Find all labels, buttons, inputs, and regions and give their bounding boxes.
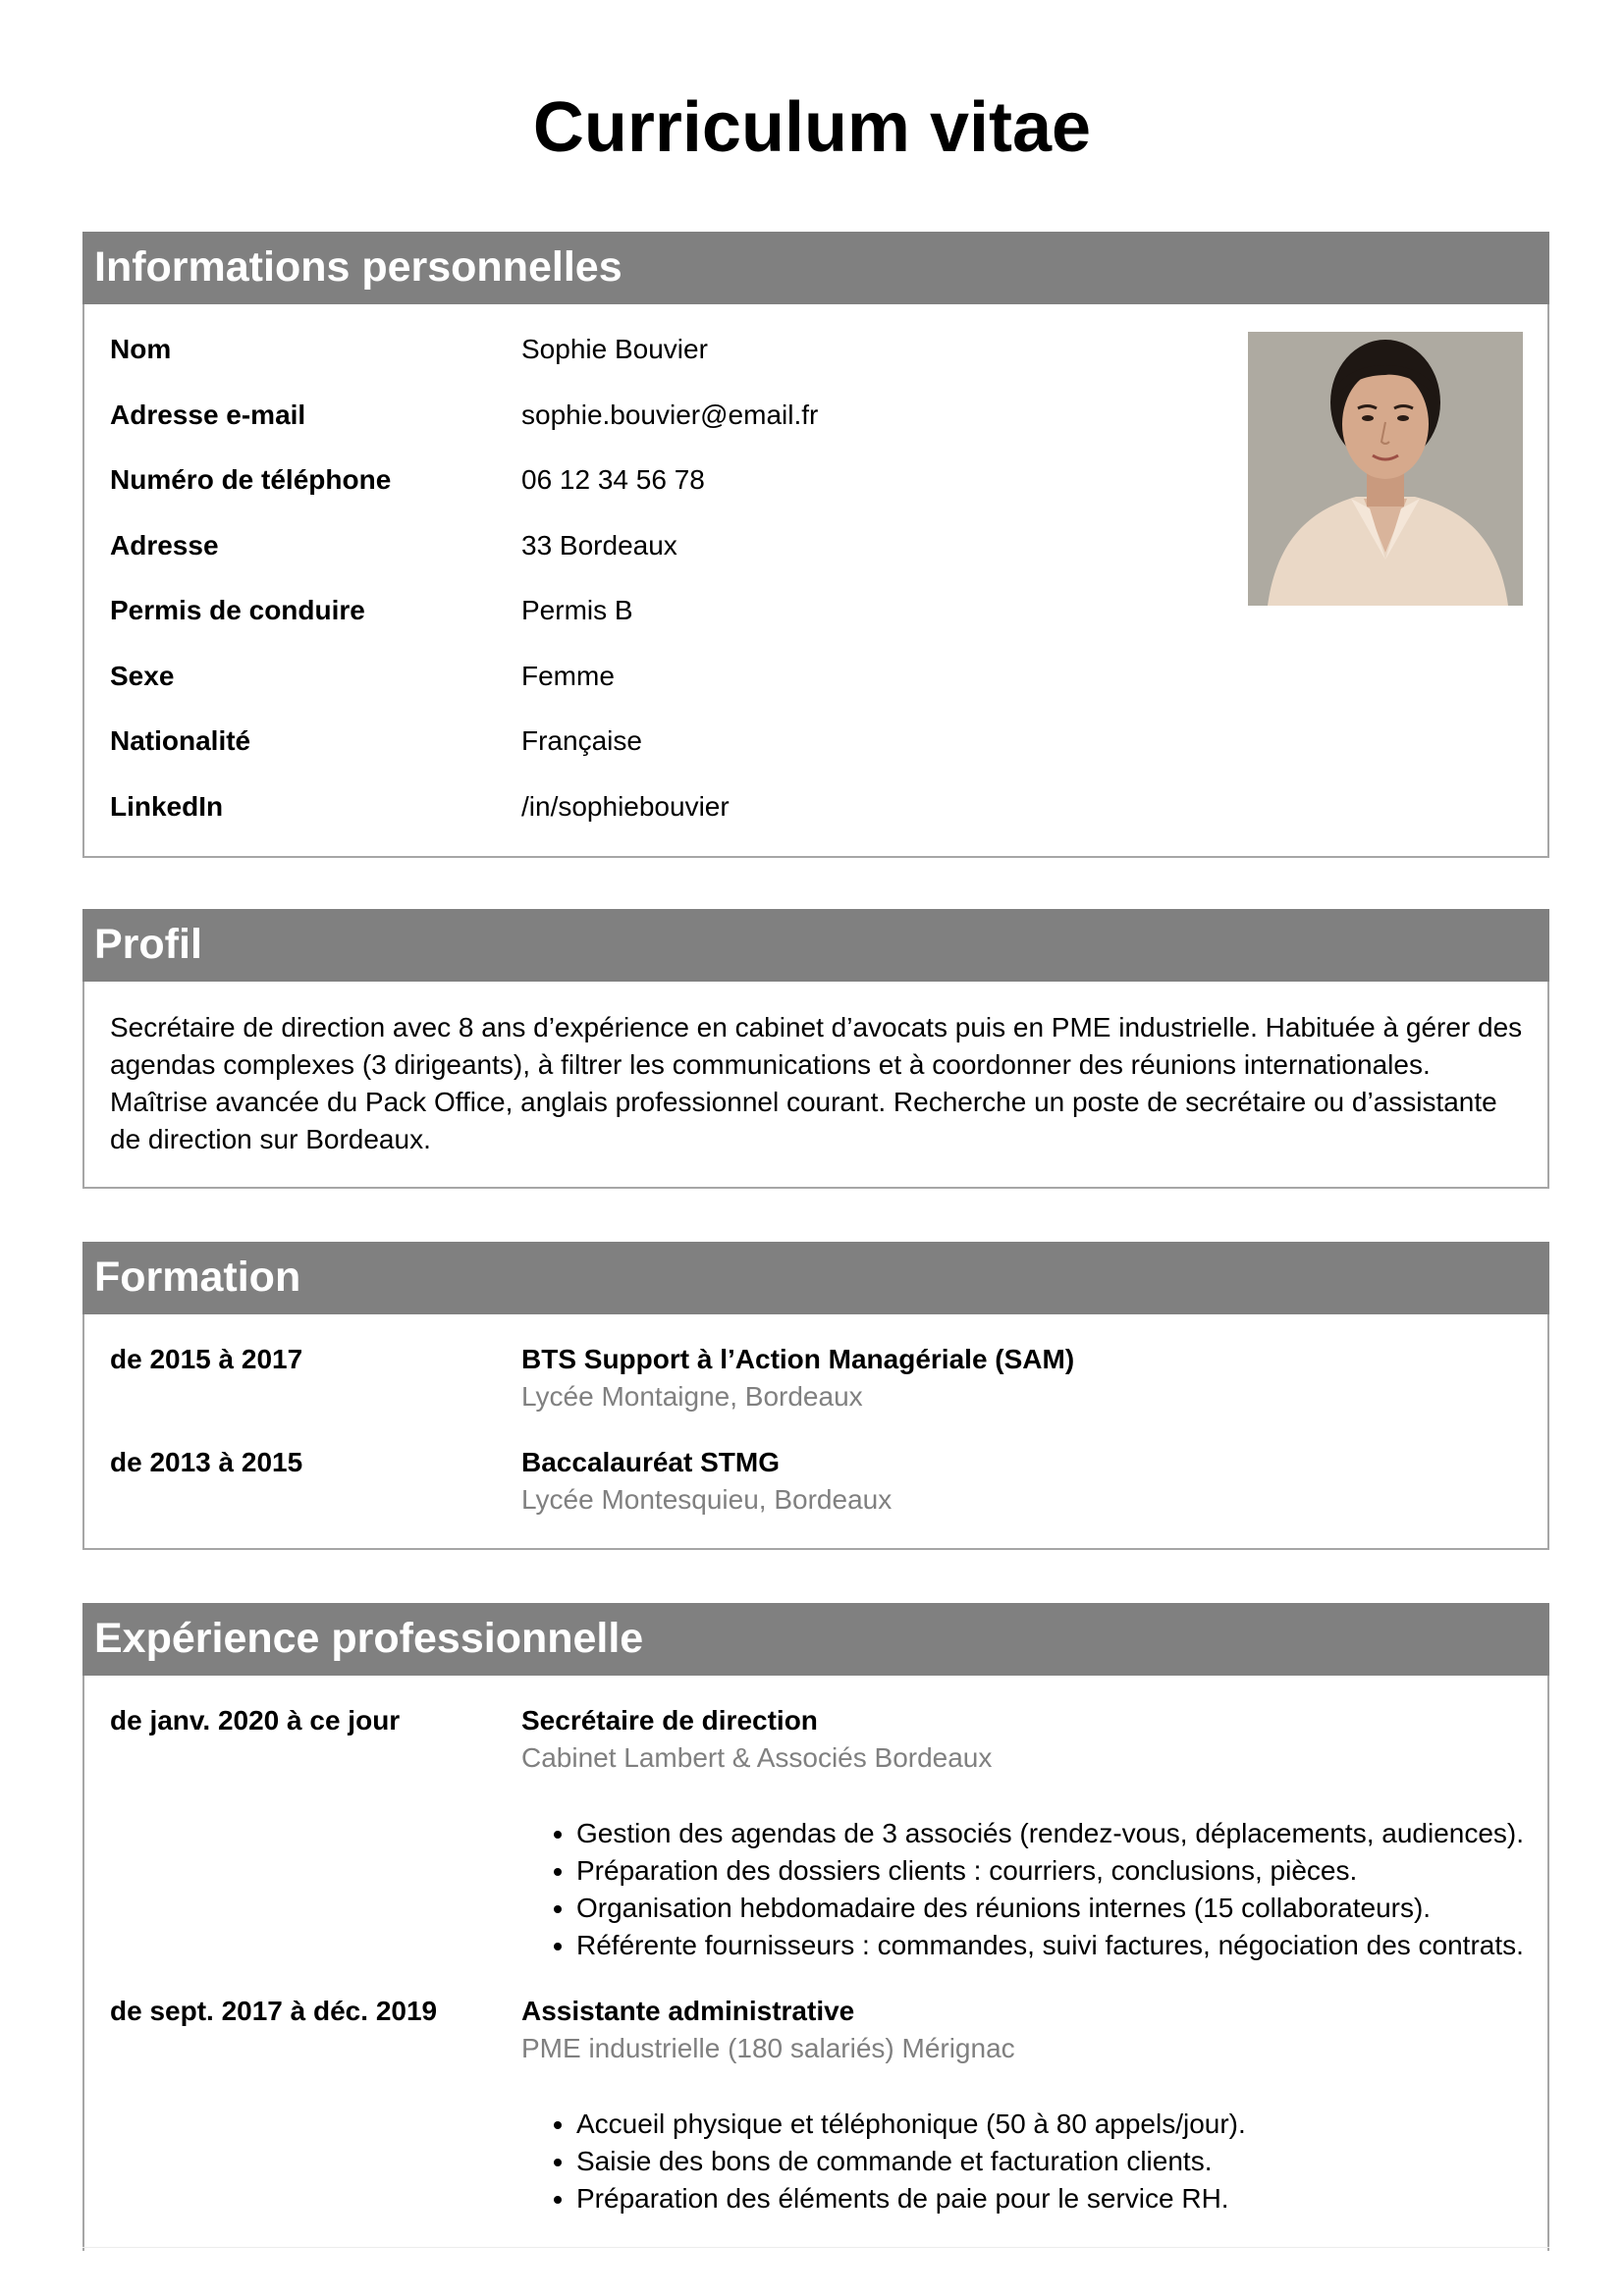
education-place: Lycée Montesquieu, Bordeaux bbox=[521, 1484, 893, 1515]
label-linkedin: LinkedIn bbox=[110, 791, 224, 822]
experience-title: Assistante administrative bbox=[521, 1996, 855, 2026]
experience-tasks-list bbox=[521, 2106, 1246, 2217]
section-education bbox=[82, 1242, 1549, 1550]
education-period: de 2015 à 2017 bbox=[110, 1344, 303, 1374]
list-item: • Accueil physique et téléphonique (50 à 80 appels/jour). bbox=[576, 2106, 1246, 2143]
profile-text: Secrétaire de direction avec 8 ans d’expérience en cabinet d’avocats puis en PME industrielle. Habituée à gérer des agendas complexes (3 dirigeants), à filtrer les communications et à coordonner des réunions internationales. Maîtrise avancée du Pack Office, anglais professionnel courant. Recherche un poste de secrétaire ou d’assistante de direction sur Bordeaux. bbox=[110, 1012, 1523, 1154]
experience-period: de sept. 2017 à déc. 2019 bbox=[110, 1996, 438, 2026]
label-phone: Numéro de téléphone bbox=[110, 464, 392, 495]
education-title: Baccalauréat STMG bbox=[521, 1447, 780, 1477]
label-nationality: Nationalité bbox=[110, 725, 251, 756]
value-linkedin: /in/sophiebouvier bbox=[521, 791, 730, 822]
label-gender: Sexe bbox=[110, 661, 175, 691]
section-personal-info bbox=[82, 232, 1549, 858]
section-header-experience: Expérience professionnelle bbox=[82, 1603, 1549, 1676]
list-item: • Gestion des agendas de 3 associés (rendez-vous, déplacements, audiences). bbox=[576, 1815, 1524, 1852]
education-place: Lycée Montaigne, Bordeaux bbox=[521, 1381, 863, 1412]
value-name: Sophie Bouvier bbox=[521, 334, 708, 364]
section-experience bbox=[82, 1603, 1549, 2251]
list-item: • Référente fournisseurs : commandes, suivi factures, négociation des contrats. bbox=[576, 1927, 1524, 1964]
education-period: de 2013 à 2015 bbox=[110, 1447, 303, 1477]
list-item: • Préparation des éléments de paie pour le service RH. bbox=[576, 2180, 1246, 2217]
document-title: Curriculum vitae bbox=[532, 88, 1092, 167]
label-name: Nom bbox=[110, 334, 172, 364]
value-email: sophie.bouvier@email.fr bbox=[521, 400, 819, 430]
value-nationality: Française bbox=[521, 725, 642, 756]
page-bottom-divider bbox=[82, 2247, 1549, 2248]
profile-photo bbox=[1248, 332, 1523, 606]
label-email: Adresse e-mail bbox=[110, 400, 306, 430]
list-item: • Saisie des bons de commande et facturation clients. bbox=[576, 2143, 1246, 2180]
experience-employer: Cabinet Lambert & Associés Bordeaux bbox=[521, 1742, 993, 1773]
value-phone: 06 12 34 56 78 bbox=[521, 464, 705, 495]
label-license: Permis de conduire bbox=[110, 595, 365, 625]
experience-employer: PME industrielle (180 salariés) Mérignac bbox=[521, 2033, 1015, 2063]
education-title: BTS Support à l’Action Managériale (SAM) bbox=[521, 1344, 1075, 1374]
value-gender: Femme bbox=[521, 661, 615, 691]
experience-title: Secrétaire de direction bbox=[521, 1705, 818, 1735]
section-header-profile: Profil bbox=[82, 909, 1549, 982]
label-address: Adresse bbox=[110, 530, 219, 561]
section-header-education: Formation bbox=[82, 1242, 1549, 1314]
section-header-personal: Informations personnelles bbox=[82, 232, 1549, 304]
value-address: 33 Bordeaux bbox=[521, 530, 677, 561]
experience-tasks-list bbox=[521, 1815, 1524, 1964]
section-profile bbox=[82, 909, 1549, 1189]
experience-period: de janv. 2020 à ce jour bbox=[110, 1705, 401, 1735]
list-item: • Préparation des dossiers clients : courriers, conclusions, pièces. bbox=[576, 1852, 1524, 1890]
list-item: • Organisation hebdomadaire des réunions internes (15 collaborateurs). bbox=[576, 1890, 1524, 1927]
value-license: Permis B bbox=[521, 595, 633, 625]
